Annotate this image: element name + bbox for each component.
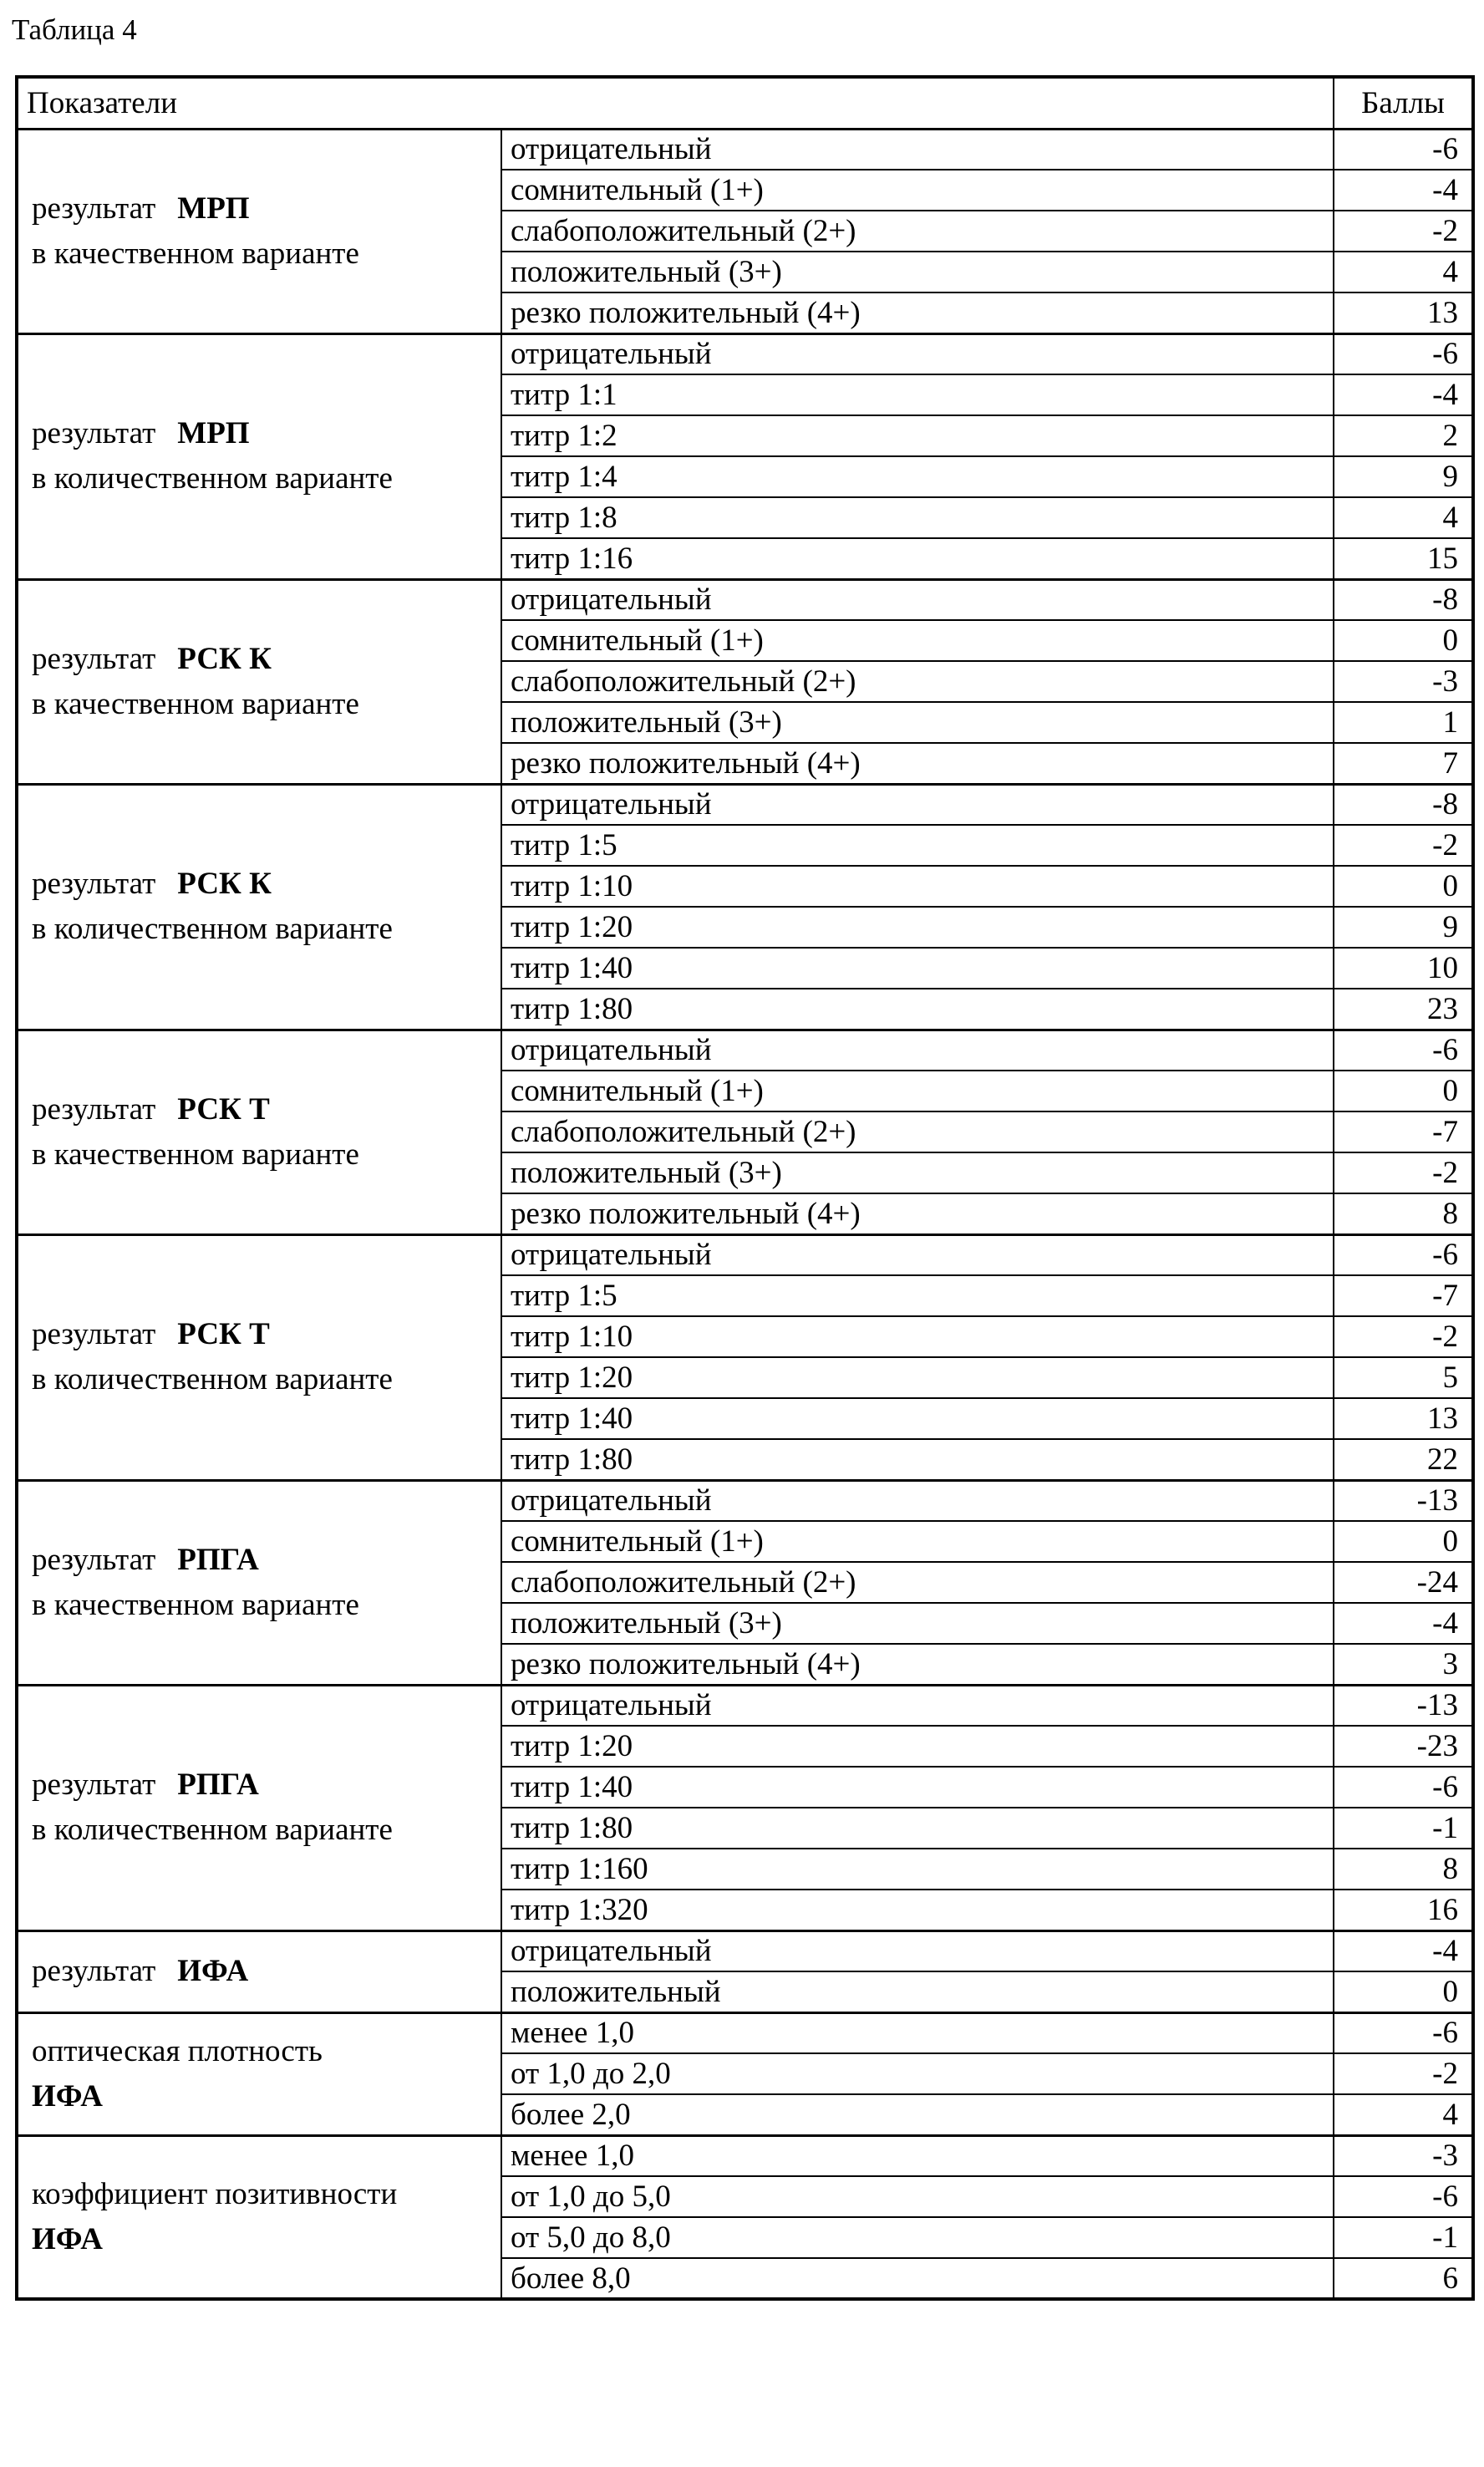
score-value: 6 [1334,2258,1473,2299]
table-row [17,129,1473,170]
score-value: -23 [1334,1726,1473,1767]
result-label: титр 1:40 [501,948,1334,989]
score-value: -2 [1334,211,1473,252]
result-label: более 2,0 [501,2094,1334,2135]
score-value: 15 [1334,538,1473,579]
score-value: -7 [1334,1111,1473,1152]
result-label: от 1,0 до 5,0 [501,2176,1334,2217]
score-value: -1 [1334,2217,1473,2258]
indicator-line2: в качественном варианте [32,236,359,271]
score-value: 7 [1334,743,1473,784]
result-label: менее 1,0 [501,2012,1334,2053]
table-row [17,1930,1473,1971]
scores-table [15,75,1475,2301]
score-value: -24 [1334,1562,1473,1603]
result-label: слабоположительный (2+) [501,661,1334,702]
score-value: 2 [1334,415,1473,456]
result-label: титр 1:40 [501,1767,1334,1808]
score-value: 0 [1334,1521,1473,1562]
result-label: титр 1:40 [501,1398,1334,1439]
result-label: сомнительный (1+) [501,1071,1334,1111]
score-value: -6 [1334,1234,1473,1275]
score-value: 4 [1334,252,1473,292]
result-label: титр 1:20 [501,1357,1334,1398]
indicator-line2: ИФА [32,2078,103,2113]
indicator-word: результат [32,1317,156,1351]
table-header-row [17,77,1473,129]
result-label: от 5,0 до 8,0 [501,2217,1334,2258]
indicator-line1 [32,1312,490,1357]
indicator-cell [17,1234,501,1480]
score-value: 4 [1334,497,1473,538]
indicator-cell [17,1480,501,1685]
indicator-word: результат [32,641,156,676]
result-label: титр 1:10 [501,866,1334,907]
score-value: -6 [1334,333,1473,374]
score-value: 0 [1334,866,1473,907]
indicator-group [17,1030,1473,1234]
indicator-word: результат [32,191,156,226]
result-label: слабоположительный (2+) [501,211,1334,252]
score-value: 1 [1334,702,1473,743]
score-value: 9 [1334,456,1473,497]
table-row [17,1234,1473,1275]
indicator-word: результат [32,867,156,901]
result-label: резко положительный (4+) [501,1193,1334,1234]
result-label: титр 1:2 [501,415,1334,456]
result-label: положительный (3+) [501,702,1334,743]
table-row [17,2135,1473,2176]
indicator-group [17,129,1473,333]
score-value: -8 [1334,784,1473,825]
indicator-group [17,1234,1473,1480]
score-value: 16 [1334,1890,1473,1930]
result-label: положительный [501,1971,1334,2012]
result-label: сомнительный (1+) [501,170,1334,211]
score-value: -2 [1334,1152,1473,1193]
result-label: отрицательный [501,1930,1334,1971]
indicator-line1 [32,1949,490,1994]
result-label: титр 1:80 [501,1439,1334,1480]
indicator-cell [17,784,501,1030]
table-row [17,1030,1473,1071]
indicator-cell [17,2135,501,2299]
indicator-method: РСК Т [177,1091,270,1127]
score-value: 0 [1334,1071,1473,1111]
score-value: -4 [1334,1603,1473,1644]
table-caption: Таблица 4 [12,13,137,46]
table-row [17,1685,1473,1726]
score-value: -13 [1334,1480,1473,1521]
indicator-method: РСК К [177,641,272,676]
indicator-line1 [32,637,490,682]
indicator-line1 [32,186,490,231]
indicator-group [17,1480,1473,1685]
score-value: -3 [1334,661,1473,702]
result-label: отрицательный [501,1030,1334,1071]
result-label: от 1,0 до 2,0 [501,2053,1334,2094]
indicator-word: результат [32,1768,156,1802]
indicator-line2: в количественном варианте [32,1813,393,1847]
result-label: отрицательный [501,579,1334,620]
score-value: 9 [1334,907,1473,948]
result-label: отрицательный [501,1480,1334,1521]
score-value: -1 [1334,1808,1473,1849]
score-value: -3 [1334,2135,1473,2176]
score-value: -4 [1334,374,1473,415]
indicator-line2: в количественном варианте [32,461,393,496]
indicator-line2: в качественном варианте [32,1587,359,1622]
score-value: 23 [1334,989,1473,1030]
result-label: положительный (3+) [501,252,1334,292]
result-label: титр 1:10 [501,1316,1334,1357]
indicator-line1 [32,1087,490,1132]
score-value: -6 [1334,2176,1473,2217]
result-label: резко положительный (4+) [501,1644,1334,1685]
result-label: слабоположительный (2+) [501,1562,1334,1603]
result-label: титр 1:4 [501,456,1334,497]
score-value: 10 [1334,948,1473,989]
indicator-line1 [32,1538,490,1583]
result-label: резко положительный (4+) [501,292,1334,333]
result-label: отрицательный [501,333,1334,374]
indicator-cell [17,579,501,784]
score-value: 0 [1334,620,1473,661]
score-value: 13 [1334,292,1473,333]
result-label: отрицательный [501,1685,1334,1726]
result-label: положительный (3+) [501,1152,1334,1193]
score-value: -8 [1334,579,1473,620]
result-label: резко положительный (4+) [501,743,1334,784]
indicator-method: МРП [177,191,250,226]
result-label: отрицательный [501,1234,1334,1275]
result-label: сомнительный (1+) [501,620,1334,661]
table-row [17,784,1473,825]
indicator-group [17,784,1473,1030]
indicator-method: РПГА [177,1542,259,1577]
result-label: титр 1:5 [501,825,1334,866]
indicator-group [17,1685,1473,1930]
result-label: титр 1:1 [501,374,1334,415]
indicator-method: РПГА [177,1768,259,1802]
indicator-group [17,2012,1473,2135]
result-label: положительный (3+) [501,1603,1334,1644]
score-value: 13 [1334,1398,1473,1439]
score-value: 4 [1334,2094,1473,2135]
indicator-group [17,1930,1473,2012]
score-value: 0 [1334,1971,1473,2012]
table-row [17,1480,1473,1521]
score-value: -4 [1334,170,1473,211]
header-scores: Баллы [1334,77,1473,129]
indicator-line2: в количественном варианте [32,1362,393,1396]
indicator-method: РСК К [177,867,272,901]
table-row [17,579,1473,620]
indicator-group [17,333,1473,579]
indicator-line2: ИФА [32,2221,103,2256]
result-label: титр 1:160 [501,1849,1334,1890]
score-value: -6 [1334,1030,1473,1071]
result-label: отрицательный [501,129,1334,170]
indicator-word: результат [32,1091,156,1127]
score-value: -2 [1334,825,1473,866]
indicator-word: результат [32,1542,156,1577]
header-indicators: Показатели [17,77,1334,129]
result-label: слабоположительный (2+) [501,1111,1334,1152]
indicator-cell [17,1030,501,1234]
score-value: 8 [1334,1193,1473,1234]
table-row [17,2012,1473,2053]
indicator-cell [17,1685,501,1930]
score-value: -6 [1334,1767,1473,1808]
result-label: титр 1:20 [501,907,1334,948]
indicator-line2: в количественном варианте [32,912,393,946]
score-value: 5 [1334,1357,1473,1398]
indicator-cell [17,129,501,333]
score-value: -4 [1334,1930,1473,1971]
score-value: -13 [1334,1685,1473,1726]
score-value: 22 [1334,1439,1473,1480]
result-label: титр 1:16 [501,538,1334,579]
indicator-word: оптическая плотность [32,2033,323,2068]
indicator-cell [17,2012,501,2135]
result-label: титр 1:320 [501,1890,1334,1930]
result-label: титр 1:5 [501,1275,1334,1316]
indicator-cell [17,333,501,579]
score-value: -2 [1334,2053,1473,2094]
indicator-word: результат [32,1954,156,1988]
table-row [17,333,1473,374]
score-value: -2 [1334,1316,1473,1357]
indicator-line1 [32,1763,490,1808]
score-value: 3 [1334,1644,1473,1685]
indicator-method: ИФА [177,1954,249,1988]
indicator-group [17,579,1473,784]
score-value: -6 [1334,129,1473,170]
indicator-line2: в качественном варианте [32,686,359,721]
indicator-word: результат [32,416,156,450]
indicator-cell [17,1930,501,2012]
result-label: менее 1,0 [501,2135,1334,2176]
result-label: титр 1:20 [501,1726,1334,1767]
result-label: титр 1:80 [501,989,1334,1030]
score-value: -7 [1334,1275,1473,1316]
result-label: более 8,0 [501,2258,1334,2299]
result-label: отрицательный [501,784,1334,825]
indicator-line1 [32,2029,490,2074]
result-label: титр 1:80 [501,1808,1334,1849]
indicator-line1 [32,2172,490,2217]
indicator-line1 [32,862,490,907]
result-label: сомнительный (1+) [501,1521,1334,1562]
score-value: 8 [1334,1849,1473,1890]
indicator-word: коэффициент позитивности [32,2176,398,2211]
indicator-line2: в качественном варианте [32,1137,359,1172]
indicator-method: РСК Т [177,1317,270,1351]
indicator-line1 [32,411,490,456]
score-value: -6 [1334,2012,1473,2053]
indicator-group [17,2135,1473,2299]
result-label: титр 1:8 [501,497,1334,538]
indicator-method: МРП [177,416,250,450]
